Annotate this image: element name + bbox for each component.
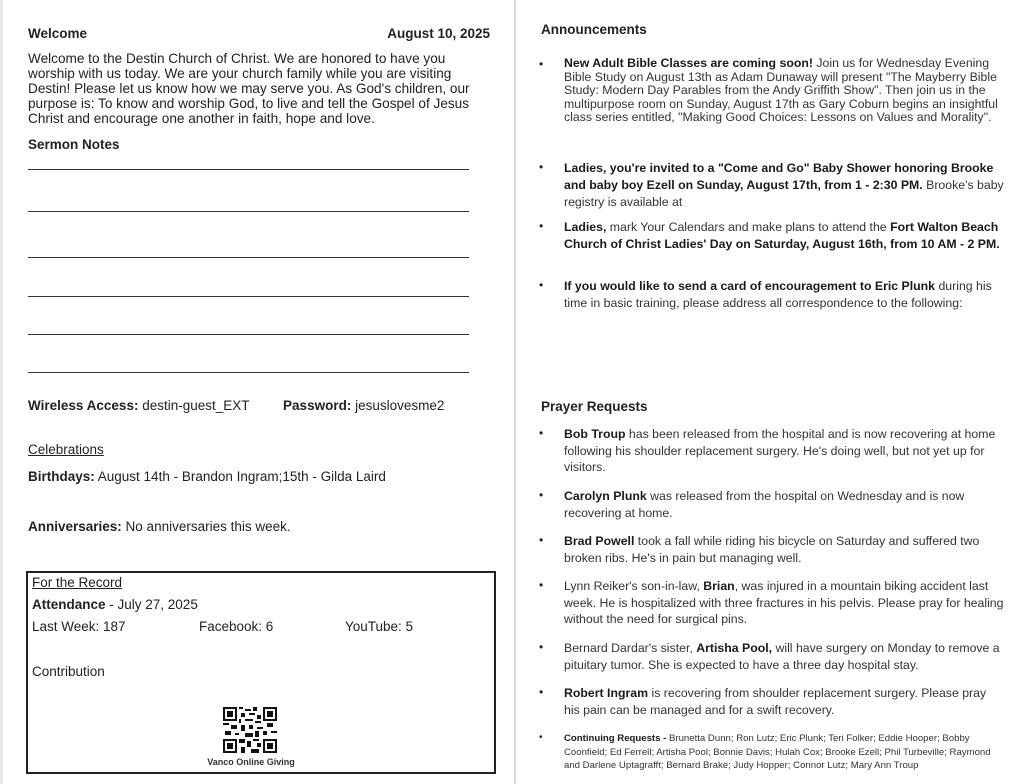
prayer-body: , was injured in a mountain biking accident last week. He is hospitalized with three fractures in his pelvis. Please pray for healing without the need for surgical pins. — [564, 579, 1004, 626]
announcement-headline: New Adult Bible Classes are coming soon! — [564, 56, 813, 70]
announcement-body: Brooke's baby registry is available at — [564, 178, 1004, 209]
sermon-note-line[interactable] — [28, 372, 469, 373]
prayer-prefix: Lynn Reiker's son-in-law, — [564, 579, 704, 593]
sermon-note-line[interactable] — [28, 334, 469, 335]
prayer-body: is recovering from shoulder replacement surgery. Please pray his pain can be managed and for a swift recovery. — [564, 686, 987, 717]
announcement-text — [564, 57, 1004, 125]
facebook-count: Facebook: 6 — [199, 619, 274, 634]
wireless-info — [28, 398, 444, 413]
sermon-note-line[interactable] — [28, 169, 469, 170]
prayer-name: Brad Powell — [564, 534, 635, 548]
celebrations-title: Celebrations — [28, 442, 104, 457]
youtube-count: YouTube: 5 — [345, 619, 414, 634]
prayer-name: Robert Ingram — [564, 686, 649, 700]
password-label: Password: — [283, 398, 352, 413]
prayer-body: will have surgery on Monday to remove a pituitary tumor. She is expected to have a three day hospital stay. — [564, 641, 1000, 672]
bullet-icon: • — [539, 426, 544, 440]
continuing-requests-text — [564, 732, 1004, 773]
birthdays — [28, 469, 386, 484]
prayer-body: has been released from the hospital and is now recovering at home following his shoulder replacement surgery. He's doing well, but not yet up for visitors. — [564, 427, 996, 474]
prayer-text — [564, 533, 1004, 566]
prayer-name: Brian — [703, 579, 735, 593]
sermon-note-line[interactable] — [28, 211, 469, 212]
bullet-icon: • — [539, 533, 544, 547]
continuing-requests-names: Brunetta Dunn; Ron Lutz; Eric Plunk; Teri Folker; Eddie Hooper; Bobby Coonfield; Ed Ferrell; Artisha Pool; Bonnie Davis; Hulah Cox; Brooke Ezell; Phil Turbeville; Raymond and Darlene Uptagrafft; Bernard Brake; Judy Hopper; Connor Lutz; Mary Ann Troup — [564, 733, 991, 771]
last-week-count: Last Week: 187 — [32, 619, 126, 634]
welcome-title: Welcome — [28, 26, 88, 41]
bullet-icon: • — [539, 278, 544, 292]
anniversaries-value: No anniversaries this week. — [121, 519, 291, 534]
page-divider — [514, 0, 516, 784]
prayer-name: Bob Troup — [564, 427, 626, 441]
attendance-label: Attendance — [32, 597, 106, 612]
qr-code-label: Vanco Online Giving — [207, 757, 295, 767]
qr-code-icon[interactable] — [223, 707, 277, 753]
bullet-icon: • — [539, 732, 543, 743]
prayer-text — [564, 488, 1004, 521]
prayer-body: took a fall while riding his bicycle on Saturday and suffered two broken ribs. He's in pain but managing well. — [564, 534, 980, 565]
prayer-name: Carolyn Plunk — [564, 489, 647, 503]
prayer-text — [564, 578, 1004, 628]
bullet-icon: • — [539, 219, 544, 233]
announcement-event: Fort Walton Beach Church of Christ Ladies' Day on Saturday, August 16th, from 10 AM - 2 PM. — [564, 220, 1000, 251]
wireless-label: Wireless Access: — [28, 398, 139, 413]
prayer-text — [564, 426, 1004, 476]
page-edge — [0, 0, 3, 784]
attendance — [32, 597, 198, 612]
announcement-headline: If you would like to send a card of encouragement to Eric Plunk — [564, 279, 936, 293]
bullet-icon: • — [539, 488, 544, 502]
prayer-text — [564, 685, 1004, 718]
announcement-headline: Ladies, you're invited to a "Come and Go" Baby Shower honoring Brooke and baby boy Ezell on Sunday, August 17th, from 1 - 2:30 PM. — [564, 161, 994, 192]
wireless-password: jesuslovesme2 — [351, 398, 445, 413]
prayer-name: Artisha Pool, — [696, 641, 773, 655]
prayer-prefix: Bernard Dardar's sister, — [564, 641, 697, 655]
announcements-title: Announcements — [541, 22, 647, 37]
anniversaries — [28, 519, 291, 534]
bullet-icon: • — [539, 57, 544, 71]
announcement-headline: Ladies, — [564, 220, 607, 234]
bullet-icon: • — [539, 640, 544, 654]
record-title: For the Record — [32, 575, 123, 590]
bullet-icon: • — [539, 578, 544, 592]
bulletin-date: August 10, 2025 — [387, 26, 490, 41]
for-the-record-box — [26, 571, 496, 774]
continuing-requests-label: Continuing Requests - — [564, 733, 667, 744]
contribution-label: Contribution — [32, 664, 105, 679]
sermon-note-line[interactable] — [28, 296, 469, 297]
prayer-body: was released from the hospital on Wednesday and is now recovering at home. — [564, 489, 965, 520]
birthdays-label: Birthdays: — [28, 469, 95, 484]
announcement-body: Join us for Wednesday Evening Bible Study on August 13th as Adam Dunaway will present "The Mayberry Bible Study: Modern Day Parables from the Andy Griffith Show". Then join us in the multipurpose room on Sunday, August 17th as Gary Coburn begins an insightful class series entitled, "Making Good Choices: Lessons on Values and Morality". — [564, 56, 998, 124]
prayer-text — [564, 640, 1004, 673]
attendance-date: - July 27, 2025 — [105, 597, 198, 612]
sermon-note-line[interactable] — [28, 257, 469, 258]
bullet-icon: • — [539, 685, 544, 699]
birthdays-value: August 14th - Brandon Ingram;15th - Gilda Laird — [94, 469, 386, 484]
announcement-body: mark Your Calendars and make plans to attend the — [606, 220, 891, 234]
announcement-body: during his time in basic training, please address all correspondence to the following: — [564, 279, 992, 310]
announcement-text — [564, 278, 1004, 312]
bullet-icon: • — [539, 160, 544, 174]
welcome-header — [28, 26, 490, 41]
sermon-notes-title: Sermon Notes — [28, 137, 120, 152]
prayer-requests-title: Prayer Requests — [541, 399, 648, 414]
welcome-text: Welcome to the Destin Church of Christ. We are honored to have you worship with us today. We are your church family while you are visiting Destin! Please let us know how we may serve you. As God's children, our purpose is: To know and worship God, to live and tell the Gospel of Jesus Christ and encourage one another in faith, hope and love. — [28, 51, 470, 126]
announcement-text — [564, 219, 1004, 253]
announcement-text — [564, 160, 1004, 211]
wireless-network: destin-guest_EXT — [138, 398, 250, 413]
anniversaries-label: Anniversaries: — [28, 519, 122, 534]
